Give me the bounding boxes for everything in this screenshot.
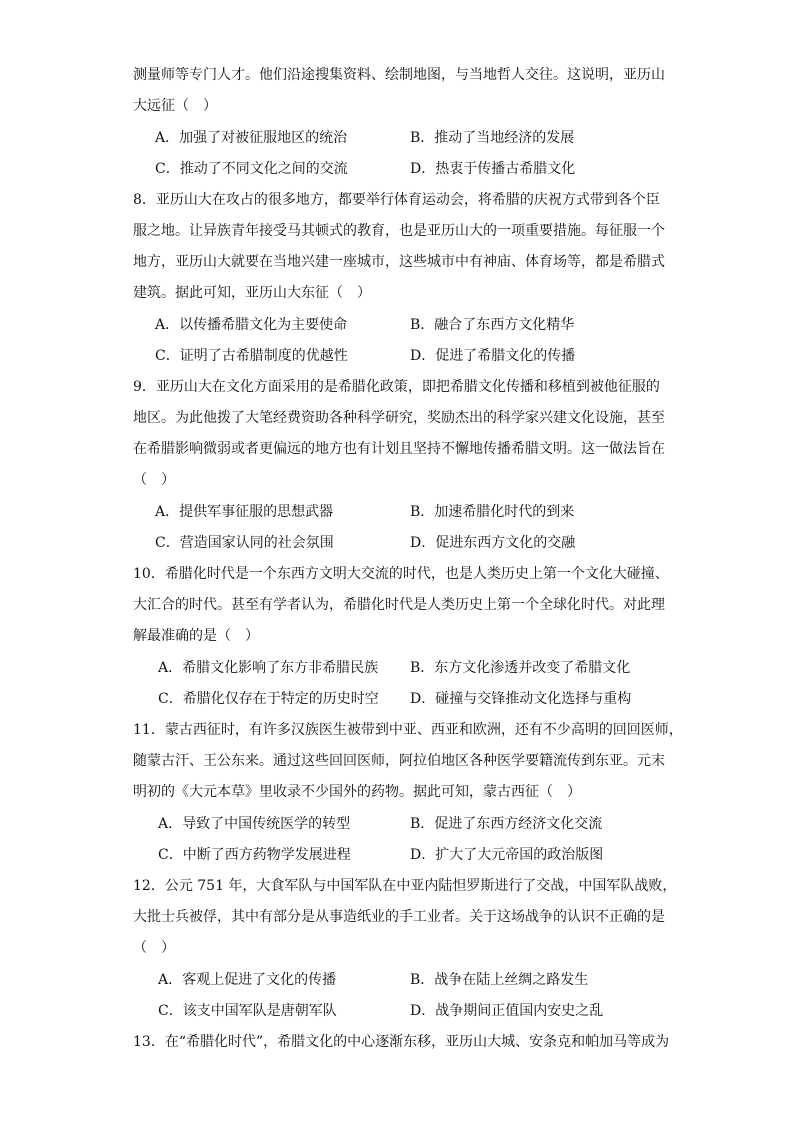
q11-option-b[interactable]: B．促进了东西方经济文化交流 bbox=[410, 816, 603, 832]
q11-stem-line-3: 明初的《大元本草》里收录不少国外的药物。据此可知，蒙古西征（ ） bbox=[133, 784, 581, 800]
q13-stem-line-1: 13．在“希腊化时代”，希腊文化的中心逐渐东移，亚历山大城、安条克和帕加马等成为 bbox=[133, 1034, 670, 1050]
q9-option-d[interactable]: D．促进东西方文化的交融 bbox=[410, 535, 576, 551]
q12-option-d[interactable]: D．战争期间正值国内安史之乱 bbox=[410, 1003, 604, 1019]
q12-stem-line-1: 12．公元 751 年，大食军队与中国军队在中亚内陆怛罗斯进行了交战，中国军队战败， bbox=[133, 878, 677, 894]
q9-stem-line-4: （ ） bbox=[133, 472, 175, 488]
q8-stem-line-4: 建筑。据此可知，亚历山大东征（ ） bbox=[133, 285, 371, 301]
q10-stem-line-3: 解最准确的是（ ） bbox=[133, 628, 259, 644]
q7-option-c[interactable]: C．推动了不同文化之间的交流 bbox=[155, 161, 348, 177]
q10-option-d[interactable]: D．碰撞与交锋推动文化选择与重构 bbox=[410, 691, 632, 707]
q11-option-d[interactable]: D．扩大了大元帝国的政治版图 bbox=[410, 847, 604, 863]
q9-stem-line-3: 在希腊影响微弱或者更偏远的地方也有计划且坚持不懈地传播希腊文明。这一做法旨在 bbox=[133, 441, 665, 457]
q8-option-c[interactable]: C．证明了古希腊制度的优越性 bbox=[155, 348, 348, 364]
q8-stem-line-1: 8．亚历山大在攻占的很多地方，都要举行体育运动会，将希腊的庆祝方式带到各个臣 bbox=[133, 192, 660, 208]
q7-option-d[interactable]: D．热衷于传播古希腊文化 bbox=[410, 161, 576, 177]
q12-option-b[interactable]: B．战争在陆上丝绸之路发生 bbox=[410, 972, 589, 988]
q7-option-a[interactable]: A．加强了对被征服地区的统治 bbox=[155, 130, 348, 146]
q11-stem-line-1: 11．蒙古西征时，有许多汉族医生被带到中亚、西亚和欧洲，还有不少高明的回回医师， bbox=[133, 722, 683, 738]
q8-stem-line-3: 地方，亚历山大就要在当地兴建一座城市，这些城市中有神庙、体育场等，都是希腊式 bbox=[133, 254, 665, 270]
q10-option-b[interactable]: B．东方文化渗透并改变了希腊文化 bbox=[410, 660, 631, 676]
q7-stem-line-1: 测量师等专门人才。他们沿途搜集资料、绘制地图，与当地哲人交往。这说明，亚历山 bbox=[133, 67, 665, 83]
q11-option-a[interactable]: A．导致了中国传统医学的转型 bbox=[158, 816, 351, 832]
q8-stem-line-2: 服之地。让异族青年接受马其顿式的教育，也是亚历山大的一项重要措施。每征服一个 bbox=[133, 223, 665, 239]
q7-stem-line-2: 大远征（ ） bbox=[133, 98, 217, 114]
q9-option-b[interactable]: B．加速希腊化时代的到来 bbox=[410, 504, 575, 520]
q8-option-b[interactable]: B．融合了东西方文化精华 bbox=[410, 317, 575, 333]
q11-stem-line-2: 随蒙古汗、王公东来。通过这些回回医师，阿拉伯地区各种医学要籍流传到东亚。元末 bbox=[133, 753, 665, 769]
q12-stem-line-3: （ ） bbox=[133, 940, 175, 956]
q9-option-a[interactable]: A．提供军事征服的思想武器 bbox=[155, 504, 334, 520]
q12-option-c[interactable]: C．该支中国军队是唐朝军队 bbox=[158, 1003, 337, 1019]
q11-option-c[interactable]: C．中断了西方药物学发展进程 bbox=[158, 847, 351, 863]
q12-option-a[interactable]: A．客观上促进了文化的传播 bbox=[158, 972, 337, 988]
q7-option-b[interactable]: B．推动了当地经济的发展 bbox=[410, 130, 575, 146]
q10-stem-line-1: 10．希腊化时代是一个东西方文明大交流的时代，也是人类历史上第一个文化大碰撞、 bbox=[133, 566, 669, 582]
q10-option-c[interactable]: C．希腊化仅存在于特定的历史时空 bbox=[158, 691, 379, 707]
q9-option-c[interactable]: C．营造国家认同的社会氛围 bbox=[155, 535, 334, 551]
q12-stem-line-2: 大批士兵被俘，其中有部分是从事造纸业的手工业者。关于这场战争的认识不正确的是 bbox=[133, 909, 665, 925]
q8-option-a[interactable]: A．以传播希腊文化为主要使命 bbox=[155, 317, 348, 333]
q8-option-d[interactable]: D．促进了希腊文化的传播 bbox=[410, 348, 576, 364]
q10-stem-line-2: 大汇合的时代。甚至有学者认为，希腊化时代是人类历史上第一个全球化时代。对此理 bbox=[133, 597, 665, 613]
q9-stem-line-2: 地区。为此他拨了大笔经费资助各种科学研究，奖励杰出的科学家兴建文化设施，甚至 bbox=[133, 410, 665, 426]
q9-stem-line-1: 9．亚历山大在文化方面采用的是希腊化政策，即把希腊文化传播和移植到被他征服的 bbox=[133, 379, 660, 395]
q10-option-a[interactable]: A．希腊文化影响了东方非希腊民族 bbox=[158, 660, 379, 676]
